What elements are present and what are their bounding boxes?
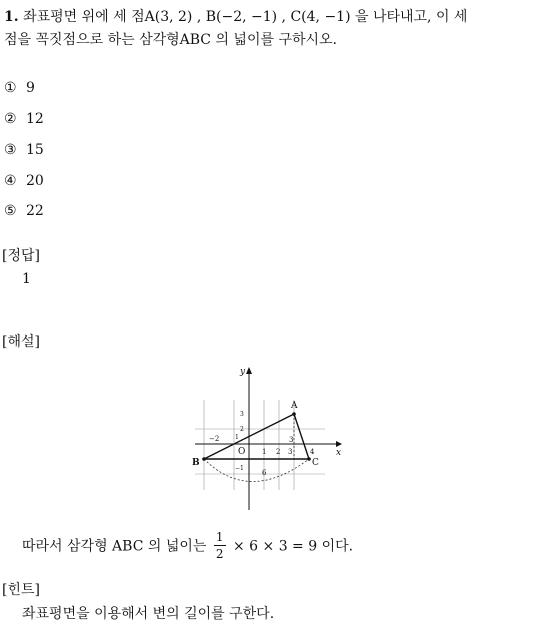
coordinate-plane bbox=[190, 362, 345, 514]
point-a-label: A bbox=[291, 401, 298, 411]
question-line-1 bbox=[4, 6, 467, 26]
choice-5[interactable] bbox=[4, 203, 44, 219]
fraction-one-half bbox=[214, 531, 226, 560]
y-axis-arrow bbox=[246, 367, 252, 374]
question-text-2: 점을 꼭짓점으로 하는 삼각형ABC 의 넓이를 구하시오. bbox=[4, 32, 338, 48]
tick-y-neg1: −1 bbox=[235, 465, 244, 472]
tick-y-2: 2 bbox=[240, 426, 244, 433]
point-a-dot bbox=[292, 412, 296, 416]
explanation-conclusion bbox=[22, 531, 353, 560]
choice-5-value: 22 bbox=[26, 203, 44, 219]
fraction-denominator: 2 bbox=[215, 547, 224, 561]
coordinate-figure bbox=[190, 362, 345, 514]
base-brace bbox=[204, 459, 309, 482]
point-c-dot bbox=[307, 457, 311, 461]
explanation-label: [해설] bbox=[2, 334, 40, 350]
point-c-label: C bbox=[312, 458, 319, 468]
x-axis-arrow bbox=[336, 441, 342, 447]
height-label: 3 bbox=[289, 436, 294, 444]
answer-value: 1 bbox=[22, 271, 31, 287]
grid-lines bbox=[195, 400, 325, 490]
tick-x-3: 3 bbox=[288, 448, 293, 456]
point-b-dot bbox=[202, 457, 206, 461]
choice-4-value: 20 bbox=[26, 173, 44, 189]
tick-y-1: 1 bbox=[235, 434, 239, 441]
tick-x-2: 2 bbox=[276, 448, 281, 456]
choice-2-value: 12 bbox=[26, 111, 44, 127]
tick-x-4: 4 bbox=[310, 448, 315, 456]
y-axis-label: y bbox=[240, 367, 246, 377]
question-number: 1. bbox=[4, 9, 19, 25]
hint-text: 좌표평면을 이용해서 변의 길이를 구한다. bbox=[22, 606, 275, 622]
choice-1[interactable] bbox=[4, 80, 35, 96]
hint-label: [힌트] bbox=[2, 582, 40, 598]
choice-5-mark: ⑤ bbox=[4, 203, 17, 219]
conclusion-suffix: × 6 × 3 = 9 이다. bbox=[232, 538, 354, 555]
answer-label: [정답] bbox=[2, 248, 40, 264]
choice-1-value: 9 bbox=[26, 80, 35, 96]
tick-x-neg2: −2 bbox=[209, 435, 220, 443]
origin-label: O bbox=[238, 447, 246, 457]
choice-1-mark: ① bbox=[4, 80, 17, 96]
question-text-1: 좌표평면 위에 세 점A(3, 2) , B(−2, −1) , C(4, −1) 을 나타내고, 이 세 bbox=[23, 9, 468, 25]
choice-4-mark: ④ bbox=[4, 173, 17, 189]
choice-3[interactable] bbox=[4, 142, 44, 158]
choice-2-mark: ② bbox=[4, 111, 17, 127]
choice-2[interactable] bbox=[4, 111, 44, 127]
choice-3-value: 15 bbox=[26, 142, 44, 158]
conclusion-prefix: 따라서 삼각형 ABC 의 넓이는 bbox=[22, 538, 207, 555]
tick-y-3: 3 bbox=[240, 411, 244, 418]
base-label: 6 bbox=[262, 469, 267, 477]
tick-x-1: 1 bbox=[262, 448, 267, 456]
x-axis-label: x bbox=[336, 448, 342, 458]
choice-3-mark: ③ bbox=[4, 142, 17, 158]
choice-4[interactable] bbox=[4, 173, 44, 189]
fraction-numerator: 1 bbox=[215, 530, 224, 544]
point-b-label: B bbox=[192, 458, 200, 468]
